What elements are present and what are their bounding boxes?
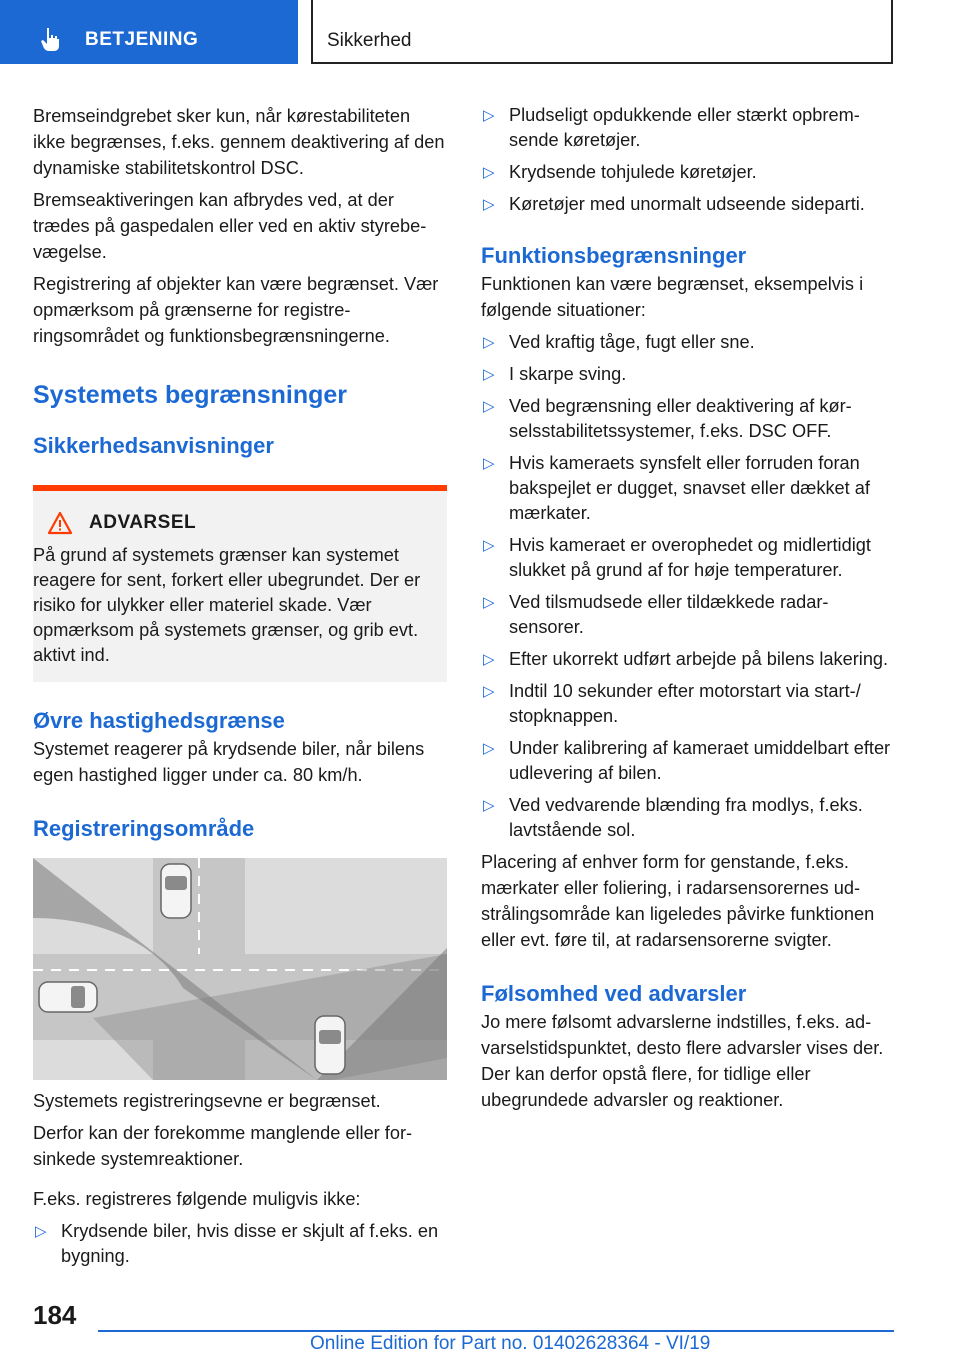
paragraph: Placering af enhver form for genstande, f.eks. mærkater eller foliering, i radarsensorernes udstrålingsområde kan ligeledes påvirke funktionen eller evt. føre til, at radarsensorerne svigter. [481, 852, 875, 950]
chapter-title: BETJENING [85, 29, 199, 50]
intersection-diagram [33, 858, 447, 1080]
paragraph: Bremseindgrebet sker kun, når kørestabiliteten ikke begrænses, f.eks. gennem deaktivering af den dynamiske stabilitetskontrol DSC. [33, 106, 445, 178]
paragraph: Systemet reagerer på krydsende biler, når bilens egen hastighed ligger under ca. 80 km/h. [33, 739, 425, 785]
triangle-bullet-icon: ▷ [483, 334, 495, 351]
triangle-bullet-icon: ▷ [483, 740, 495, 757]
bullet-list [33, 1219, 447, 1269]
paragraph: Systemets registreringsevne er begrænset. [33, 1091, 381, 1111]
warning-header [47, 511, 433, 535]
triangle-bullet-icon: ▷ [483, 107, 495, 124]
subsection-heading: Funktionsbegrænsninger [481, 243, 747, 268]
warning-text: På grund af systemets grænser kan systemet reagere for sent, forkert eller ubegrundet. Der er risiko for ulykker eller materiel skade. Vær opmærksom på systemets grænser, og grib evt. aktivt ind. [33, 545, 421, 665]
car-left [39, 982, 97, 1012]
subsection-heading: Følsomhed ved advarsler [481, 981, 747, 1006]
list-item: ▷ I skarpe sving. [481, 362, 893, 387]
triangle-bullet-icon: ▷ [483, 797, 495, 814]
triangle-bullet-icon: ▷ [483, 683, 495, 700]
bullet-list [481, 103, 893, 217]
list-item: ▷ Krydsende tohjulede køretøjer. [481, 160, 893, 185]
triangle-bullet-icon: ▷ [483, 398, 495, 415]
paragraph: F.eks. registreres følgende muligvis ikke: [33, 1189, 361, 1209]
warning-box [33, 485, 447, 682]
footer-divider [98, 1330, 894, 1332]
paragraph: Funktionen kan være begrænset, eksempelvis i følgende situationer: [481, 274, 864, 320]
triangle-bullet-icon: ▷ [483, 366, 495, 383]
right-column [481, 103, 893, 1113]
list-item: ▷ Hvis kameraet er overophedet og midlertidigt slukket på grund af for høje temperaturer. [483, 535, 871, 580]
paragraph: Jo mere følsomt advarslerne indstilles, f.eks. advarselstidspunktet, desto flere advarsler vises der. Der kan derfor opstå flere, for tidlige eller ubegrundede advarsler og reaktioner. [481, 1012, 884, 1110]
car-own [315, 1016, 345, 1074]
triangle-bullet-icon: ▷ [483, 537, 495, 554]
list-item: ▷ Ved kraftig tåge, fugt eller sne. [481, 330, 893, 355]
list-item: ▷ Efter ukorrekt udført arbejde på bilens lakering. [481, 647, 893, 672]
list-item: ▷ Pludseligt opdukkende eller stærkt opbremsende køretøjer. [483, 105, 860, 150]
left-column [33, 103, 447, 1269]
triangle-bullet-icon: ▷ [35, 1223, 47, 1240]
warning-title: ADVARSEL [89, 512, 197, 533]
car-top [161, 864, 191, 918]
section-title: Sikkerhed [327, 30, 412, 51]
page-number: 184 [33, 1300, 77, 1330]
list-item: ▷ Under kalibrering af kameraet umiddelbart efter udlevering af bilen. [483, 738, 891, 783]
triangle-bullet-icon: ▷ [483, 651, 495, 668]
triangle-bullet-icon: ▷ [483, 455, 495, 472]
subsection-heading: Øvre hastighedsgrænse [33, 708, 285, 733]
detection-area-illustration [33, 858, 447, 1080]
warning-triangle-icon [47, 511, 73, 535]
triangle-bullet-icon: ▷ [483, 594, 495, 611]
paragraph: Derfor kan der forekomme manglende eller forsinkede systemreaktioner. [33, 1123, 413, 1169]
list-item: ▷ Krydsende biler, hvis disse er skjult af f.eks. en bygning. [35, 1221, 439, 1266]
subsection-heading: Registreringsområde [33, 816, 255, 841]
list-item: ▷ Køretøjer med unormalt udseende sideparti. [481, 192, 893, 217]
triangle-bullet-icon: ▷ [483, 196, 495, 213]
chapter-tab[interactable] [0, 0, 298, 64]
list-item: ▷ Hvis kameraets synsfelt eller forruden foran bakspejlet er dugget, snavset eller dækket af mærkater. [483, 453, 870, 523]
list-item: ▷ Indtil 10 sekunder efter motorstart via start-/ stopknappen. [483, 681, 861, 726]
triangle-bullet-icon: ▷ [483, 164, 495, 181]
paragraph: Registrering af objekter kan være begrænset. Vær opmærksom på grænserne for registreringsområdet og funktionsbegrænsningerne. [33, 274, 439, 346]
edition-info: Online Edition for Part no. 01402628364 - VI/19 [310, 1333, 711, 1354]
section-heading: Systemets begrænsninger [33, 381, 347, 409]
paragraph: Bremseaktiveringen kan afbrydes ved, at der trædes på gaspedalen eller ved en aktiv styrebevægelse. [33, 190, 427, 262]
hand-pointer-icon [38, 26, 64, 52]
section-header [311, 0, 893, 64]
list-item: ▷ Ved begrænsning eller deaktivering af kørselsstabilitetssystemer, f.eks. DSC OFF. [483, 396, 852, 441]
list-item: ▷ Ved vedvarende blænding fra modlys, f.eks. lavtstående sol. [483, 795, 863, 840]
list-item: ▷ Ved tilsmudsede eller tildækkede radarsensorer. [483, 592, 829, 637]
subsection-heading: Sikkerhedsanvisninger [33, 433, 274, 458]
bullet-list [481, 330, 893, 843]
